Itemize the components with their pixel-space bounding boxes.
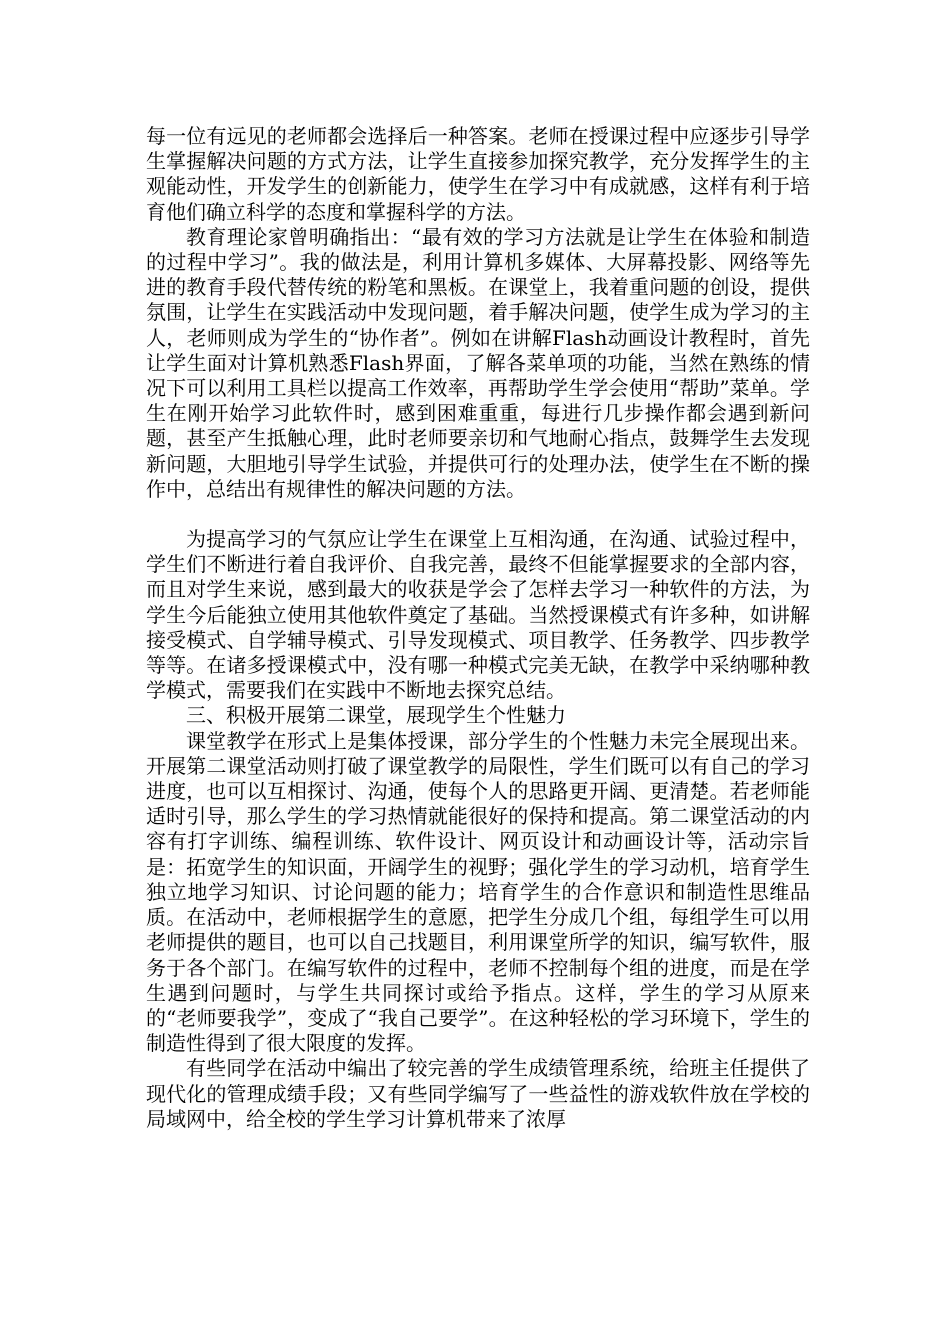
- paragraph-2: 教育理论家曾明确指出：“最有效的学习方法就是让学生在体验和制造的过程中学习”。我的做法是，利用计算机多媒体、大屏幕投影、网络等先进的教育手段代替传统的粉笔和黑板。在课堂上，我着重问题的创设，提供氛围，让学生在实践活动中发现问题，着手解决问题，使学生成为学习的主人，老师则成为学生的“协作者”。例如在讲解Flash动画设计教程时，首先让学生面对计算机熟悉Flash界面，了解各菜单项的功能，当然在熟练的情况下可以利用工具栏以提高工作效率，再帮助学生学会使用“帮助”菜单。学生在刚开始学习此软件时，感到困难重重，每进行几步操作都会遇到新问题，甚至产生抵触心理，此时老师要亲切和气地耐心指点，鼓舞学生去发现新问题，大胆地引导学生试验，并提供可行的处理办法，使学生在不断的操作中，总结出有规律性的解决问题的方法。: [146, 224, 810, 501]
- paragraph-3: 为提高学习的气氛应让学生在课堂上互相沟通，在沟通、试验过程中，学生们不断进行着自我评价、自我完善，最终不但能掌握要求的全部内容，而且对学生来说，感到最大的收获是学会了怎样去学习一种软件的方法，为学生今后能独立使用其他软件奠定了基础。当然授课模式有许多种，如讲解接受模式、自学辅导模式、引导发现模式、项目教学、任务教学、四步教学等等。在诸多授课模式中，没有哪一种模式完美无缺，在教学中采纳哪种教学模式，需要我们在实践中不断地去探究总结。: [146, 527, 810, 703]
- paragraph-5: 有些同学在活动中编出了较完善的学生成绩管理系统，给班主任提供了现代化的管理成绩手段；又有些同学编写了一些益性的游戏软件放在学校的局域网中，给全校的学生学习计算机带来了浓厚: [146, 1056, 810, 1131]
- section-heading: 三、积极开展第二课堂，展现学生个性魅力: [186, 703, 566, 728]
- paragraph-1: 每一位有远见的老师都会选择后一种答案。老师在授课过程中应逐步引导学生掌握解决问题的方式方法，让学生直接参加探究教学，充分发挥学生的主观能动性，开发学生的创新能力，使学生在学习中有成就感，这样有利于培育他们确立科学的态度和掌握科学的方法。: [146, 124, 810, 224]
- paragraph-4: 课堂教学在形式上是集体授课，部分学生的个性魅力未完全展现出来。开展第二课堂活动则打破了课堂教学的局限性，学生们既可以有自己的学习进度，也可以互相探讨、沟通，使每个人的思路更开阔、更清楚。若老师能适时引导，那么学生的学习热情就能很好的保持和提高。第二课堂活动的内容有打字训练、编程训练、软件设计、网页设计和动画设计等，活动宗旨是：拓宽学生的知识面，开阔学生的视野；强化学生的学习动机，培育学生独立地学习知识、讨论问题的能力；培育学生的合作意识和制造性思维品质。在活动中，老师根据学生的意愿，把学生分成几个组，每组学生可以用老师提供的题目，也可以自己找题目，利用课堂所学的知识，编写软件，服务于各个部门。在编写软件的过程中，老师不控制每个组的进度，而是在学生遇到问题时，与学生共同探讨或给予指点。这样，学生的学习从原来的“老师要我学”，变成了“我自己要学”。在这种轻松的学习环境下，学生的制造性得到了很大限度的发挥。: [146, 728, 810, 1056]
- document-body: [146, 124, 810, 1132]
